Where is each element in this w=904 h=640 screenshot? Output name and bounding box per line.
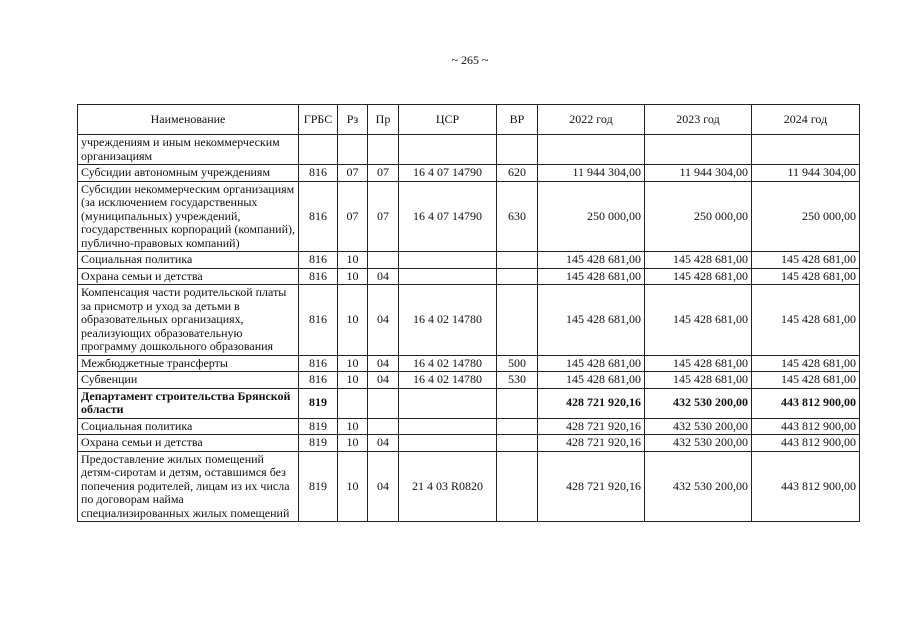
row-name-cell: Охрана семьи и детства xyxy=(78,435,299,452)
row-pr-cell: 04 xyxy=(368,355,399,372)
row-2023-cell: 145 428 681,00 xyxy=(645,372,752,389)
row-2022-cell: 428 721 920,16 xyxy=(538,418,645,435)
row-vr-cell xyxy=(497,268,538,285)
row-name-cell: Межбюджетные трансферты xyxy=(78,355,299,372)
row-rz-cell: 10 xyxy=(338,372,368,389)
row-csr-cell: 16 4 07 14790 xyxy=(399,181,497,252)
row-vr-cell: 630 xyxy=(497,181,538,252)
row-grbs-cell: 819 xyxy=(299,418,338,435)
row-csr-cell: 16 4 02 14780 xyxy=(399,355,497,372)
header-rz: Рз xyxy=(338,105,368,135)
row-2024-cell: 145 428 681,00 xyxy=(752,268,860,285)
table-row xyxy=(78,355,860,372)
row-2023-cell: 145 428 681,00 xyxy=(645,268,752,285)
header-grbs: ГРБС xyxy=(299,105,338,135)
table-row xyxy=(78,435,860,452)
row-pr-cell: 04 xyxy=(368,268,399,285)
row-rz-cell: 10 xyxy=(338,418,368,435)
row-2022-cell: 11 944 304,00 xyxy=(538,165,645,182)
row-csr-cell xyxy=(399,268,497,285)
row-2022-cell: 428 721 920,16 xyxy=(538,435,645,452)
row-2023-cell: 250 000,00 xyxy=(645,181,752,252)
row-grbs-cell xyxy=(299,135,338,165)
row-2023-cell xyxy=(645,135,752,165)
row-2024-cell: 250 000,00 xyxy=(752,181,860,252)
row-2024-cell: 443 812 900,00 xyxy=(752,418,860,435)
row-pr-cell xyxy=(368,135,399,165)
row-grbs-cell: 819 xyxy=(299,388,338,418)
row-2022-cell: 145 428 681,00 xyxy=(538,252,645,269)
table-row xyxy=(78,451,860,522)
row-csr-cell: 16 4 02 14780 xyxy=(399,372,497,389)
header-pr: Пр xyxy=(368,105,399,135)
row-2023-cell: 145 428 681,00 xyxy=(645,355,752,372)
table-header-row xyxy=(78,105,860,135)
row-rz-cell: 10 xyxy=(338,355,368,372)
row-2022-cell: 428 721 920,16 xyxy=(538,388,645,418)
page-number: ~ 265 ~ xyxy=(451,53,489,67)
row-grbs-cell: 816 xyxy=(299,372,338,389)
row-2023-cell: 432 530 200,00 xyxy=(645,418,752,435)
row-rz-cell: 07 xyxy=(338,181,368,252)
row-rz-cell xyxy=(338,388,368,418)
row-vr-cell: 530 xyxy=(497,372,538,389)
row-csr-cell xyxy=(399,418,497,435)
table-row xyxy=(78,268,860,285)
header-vr: ВР xyxy=(497,105,538,135)
row-csr-cell: 21 4 03 R0820 xyxy=(399,451,497,522)
row-vr-cell: 500 xyxy=(497,355,538,372)
row-pr-cell: 04 xyxy=(368,285,399,356)
row-name-cell: Субвенции xyxy=(78,372,299,389)
row-pr-cell xyxy=(368,388,399,418)
row-rz-cell: 10 xyxy=(338,285,368,356)
row-2022-cell: 145 428 681,00 xyxy=(538,268,645,285)
row-rz-cell: 10 xyxy=(338,451,368,522)
row-name-cell: Социальная политика xyxy=(78,418,299,435)
row-pr-cell xyxy=(368,418,399,435)
row-vr-cell xyxy=(497,435,538,452)
row-2023-cell: 432 530 200,00 xyxy=(645,451,752,522)
row-name-cell: Субсидии автономным учреждениям xyxy=(78,165,299,182)
row-name-cell: Субсидии некоммерческим организациям (за исключением государственных (муниципальных) учреждений, государственных корпораций (компаний), публично-правовых компаний) xyxy=(78,181,299,252)
row-name-cell: Охрана семьи и детства xyxy=(78,268,299,285)
row-name-cell: учреждениям и иным некоммерческим организациям xyxy=(78,135,299,165)
row-vr-cell: 620 xyxy=(497,165,538,182)
row-csr-cell xyxy=(399,135,497,165)
row-2023-cell: 432 530 200,00 xyxy=(645,435,752,452)
row-2024-cell: 443 812 900,00 xyxy=(752,451,860,522)
row-pr-cell: 04 xyxy=(368,435,399,452)
row-vr-cell xyxy=(497,285,538,356)
row-rz-cell: 07 xyxy=(338,165,368,182)
row-rz-cell: 10 xyxy=(338,435,368,452)
header-csr: ЦСР xyxy=(399,105,497,135)
row-2022-cell: 145 428 681,00 xyxy=(538,285,645,356)
header-2024: 2024 год xyxy=(752,105,860,135)
row-csr-cell xyxy=(399,388,497,418)
row-grbs-cell: 816 xyxy=(299,285,338,356)
table-row xyxy=(78,181,860,252)
table-row xyxy=(78,165,860,182)
header-name: Наименование xyxy=(78,105,299,135)
row-name-cell: Компенсация части родительской платы за присмотр и уход за детьми в образовательных организациях, реализующих образовательную программу дошкольного образования xyxy=(78,285,299,356)
row-rz-cell: 10 xyxy=(338,268,368,285)
table-row xyxy=(78,252,860,269)
row-rz-cell xyxy=(338,135,368,165)
row-csr-cell xyxy=(399,435,497,452)
table-row xyxy=(78,285,860,356)
row-vr-cell xyxy=(497,451,538,522)
row-csr-cell xyxy=(399,252,497,269)
row-rz-cell: 10 xyxy=(338,252,368,269)
row-2024-cell: 11 944 304,00 xyxy=(752,165,860,182)
row-name-cell: Департамент строительства Брянской области xyxy=(78,388,299,418)
row-2022-cell: 428 721 920,16 xyxy=(538,451,645,522)
row-csr-cell: 16 4 02 14780 xyxy=(399,285,497,356)
header-2022: 2022 год xyxy=(538,105,645,135)
row-2023-cell: 145 428 681,00 xyxy=(645,285,752,356)
row-name-cell: Социальная политика xyxy=(78,252,299,269)
row-vr-cell xyxy=(497,252,538,269)
budget-table xyxy=(77,104,860,522)
row-grbs-cell: 816 xyxy=(299,181,338,252)
row-pr-cell xyxy=(368,252,399,269)
row-2023-cell: 432 530 200,00 xyxy=(645,388,752,418)
row-2022-cell: 145 428 681,00 xyxy=(538,355,645,372)
row-2022-cell xyxy=(538,135,645,165)
row-2024-cell xyxy=(752,135,860,165)
row-2024-cell: 145 428 681,00 xyxy=(752,285,860,356)
row-2024-cell: 145 428 681,00 xyxy=(752,372,860,389)
table-row xyxy=(78,388,860,418)
row-2022-cell: 250 000,00 xyxy=(538,181,645,252)
row-pr-cell: 07 xyxy=(368,181,399,252)
row-vr-cell xyxy=(497,388,538,418)
table-row xyxy=(78,418,860,435)
row-2022-cell: 145 428 681,00 xyxy=(538,372,645,389)
row-pr-cell: 04 xyxy=(368,451,399,522)
row-2024-cell: 145 428 681,00 xyxy=(752,252,860,269)
row-grbs-cell: 816 xyxy=(299,355,338,372)
row-2023-cell: 145 428 681,00 xyxy=(645,252,752,269)
row-csr-cell: 16 4 07 14790 xyxy=(399,165,497,182)
row-grbs-cell: 816 xyxy=(299,252,338,269)
row-grbs-cell: 819 xyxy=(299,451,338,522)
table-row xyxy=(78,372,860,389)
row-2024-cell: 145 428 681,00 xyxy=(752,355,860,372)
row-grbs-cell: 816 xyxy=(299,165,338,182)
row-grbs-cell: 819 xyxy=(299,435,338,452)
row-vr-cell xyxy=(497,135,538,165)
row-2024-cell: 443 812 900,00 xyxy=(752,388,860,418)
row-name-cell: Предоставление жилых помещений детям-сиротам и детям, оставшимся без попечения родителей, лицам из их числа по договорам найма специализированных жилых помещений xyxy=(78,451,299,522)
row-2024-cell: 443 812 900,00 xyxy=(752,435,860,452)
table-row xyxy=(78,135,860,165)
row-grbs-cell: 816 xyxy=(299,268,338,285)
header-2023: 2023 год xyxy=(645,105,752,135)
row-pr-cell: 07 xyxy=(368,165,399,182)
row-pr-cell: 04 xyxy=(368,372,399,389)
row-vr-cell xyxy=(497,418,538,435)
row-2023-cell: 11 944 304,00 xyxy=(645,165,752,182)
